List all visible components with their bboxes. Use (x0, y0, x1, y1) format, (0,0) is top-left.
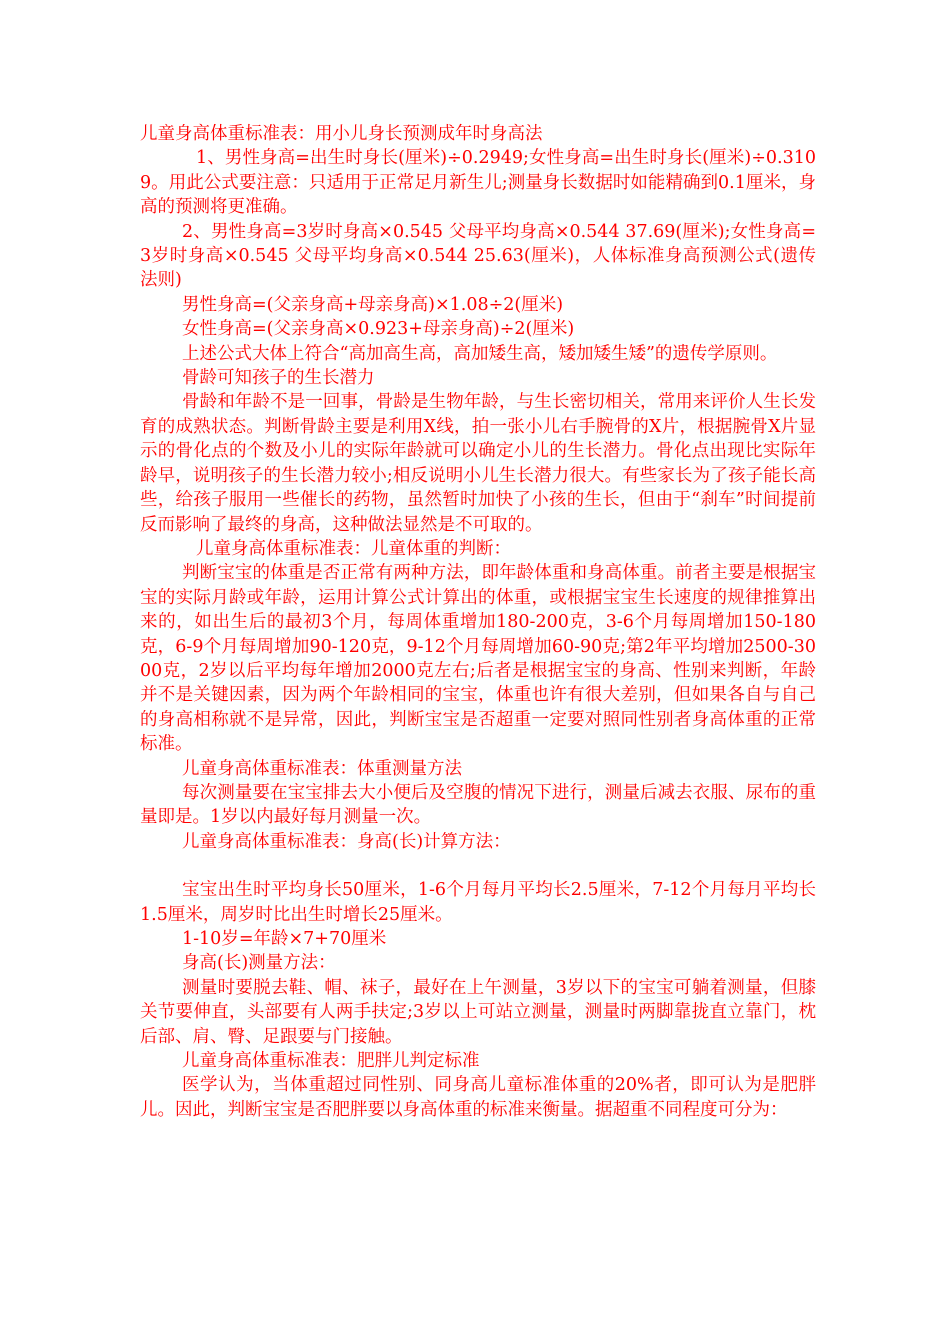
formula-line: 1-10岁=年龄×7+70厘米 (182, 929, 387, 949)
section-heading: 儿童身高体重标准表：身高(长)计算方法： (182, 831, 511, 852)
paragraph: 测量时要脱去鞋、帽、袜子，最好在上午测量，3岁以下的宝宝可躺着测量，但膝关节要伸直，头部要有人两手扶定;3岁以上可站立测量，测量时两脚靠拢直立靠门，枕后部、肩、臀、足跟要与门接触。 (140, 977, 816, 1047)
section-heading: 身高(长)测量方法： (182, 953, 336, 974)
formula-line: 男性身高=(父亲身高+母亲身高)×1.08÷2(厘米) (182, 294, 564, 315)
formula-line: 女性身高=(父亲身高×0.923+母亲身高)÷2(厘米) (182, 319, 575, 340)
paragraph: 每次测量要在宝宝排去大小便后及空腹的情况下进行，测量后减去衣服、尿布的重量即是。1岁以内最好每月测量一次。 (140, 782, 816, 828)
paragraph: 判断宝宝的体重是否正常有两种方法，即年龄体重和身高体重。前者主要是根据宝宝的实际月龄或年龄，运用计算公式计算出的体重，或根据宝宝生长速度的规律推算出来的，如出生后的最初3个月，每周体重增加180-200克，3-6个月每周增加150-180克，6-9个月每周增加90-120克，9-12个月每周增加60-90克;第2年平均增加2500-3000克，2岁以后平均每年增加2000克左右;后者是根据宝宝的身高、性别来判断，年龄并不是关键因素，因为两个年龄相同的宝宝，体重也许有很大差别，但如果各自与自己的身高相称就不是异常，因此，判断宝宝是否超重一定要对照同性别者身高体重的正常标准。 (140, 563, 816, 755)
paragraph: 宝宝出生时平均身长50厘米，1-6个月每月平均长2.5厘米，7-12个月每月平均长1.5厘米，周岁时比出生时增长25厘米。 (140, 880, 816, 925)
paragraph: 1、男性身高=出生时身长(厘米)÷0.2949;女性身高=出生时身长(厘米)÷0.3109。用此公式要注意：只适用于正常足月新生儿;测量身长数据时如能精确到0.1厘米，身高的预测将更准确。 (140, 148, 816, 218)
paragraph: 骨龄和年龄不是一回事，骨龄是生物年龄，与生长密切相关，常用来评价人生长发育的成熟状态。判断骨龄主要是利用X线，拍一张小儿右手腕骨的X片，根据腕骨X片显示的骨化点的个数及小儿的实际年龄就可以确定小儿的生长潜力。骨化点出现比实际年龄早，说明孩子的生长潜力较小;相反说明小儿生长潜力很大。有些家长为了孩子能长高些，给孩子服用一些催长的药物，虽然暂时加快了小孩的生长，但由于“刹车”时间提前反而影响了最终的身高，这种做法显然是不可取的。 (140, 392, 816, 535)
document-page (140, 122, 816, 1122)
paragraph: 医学认为，当体重超过同性别、同身高儿童标准体重的20%者，即可认为是肥胖儿。因此，判断宝宝是否肥胖要以身高体重的标准来衡量。据超重不同程度可分为： (140, 1075, 816, 1120)
section-heading: 儿童身高体重标准表：肥胖儿判定标准 (182, 1051, 480, 1072)
blank-line (140, 854, 816, 878)
paragraph: 上述公式大体上符合“高加高生高，高加矮生高，矮加矮生矮”的遗传学原则。 (182, 343, 778, 364)
section-heading: 骨龄可知孩子的生长潜力 (182, 368, 375, 389)
paragraph: 2、男性身高=3岁时身高×0.545 父母平均身高×0.544 37.69(厘米);女性身高=3岁时身高×0.545 父母平均身高×0.544 25.63(厘米)，人体标准身高预测公式(遗传法则) (140, 221, 816, 291)
section-heading: 儿童身高体重标准表：儿童体重的判断： (196, 538, 511, 559)
document-title: 儿童身高体重标准表：用小儿身长预测成年时身高法 (140, 124, 543, 144)
section-heading: 儿童身高体重标准表：体重测量方法 (182, 758, 462, 779)
